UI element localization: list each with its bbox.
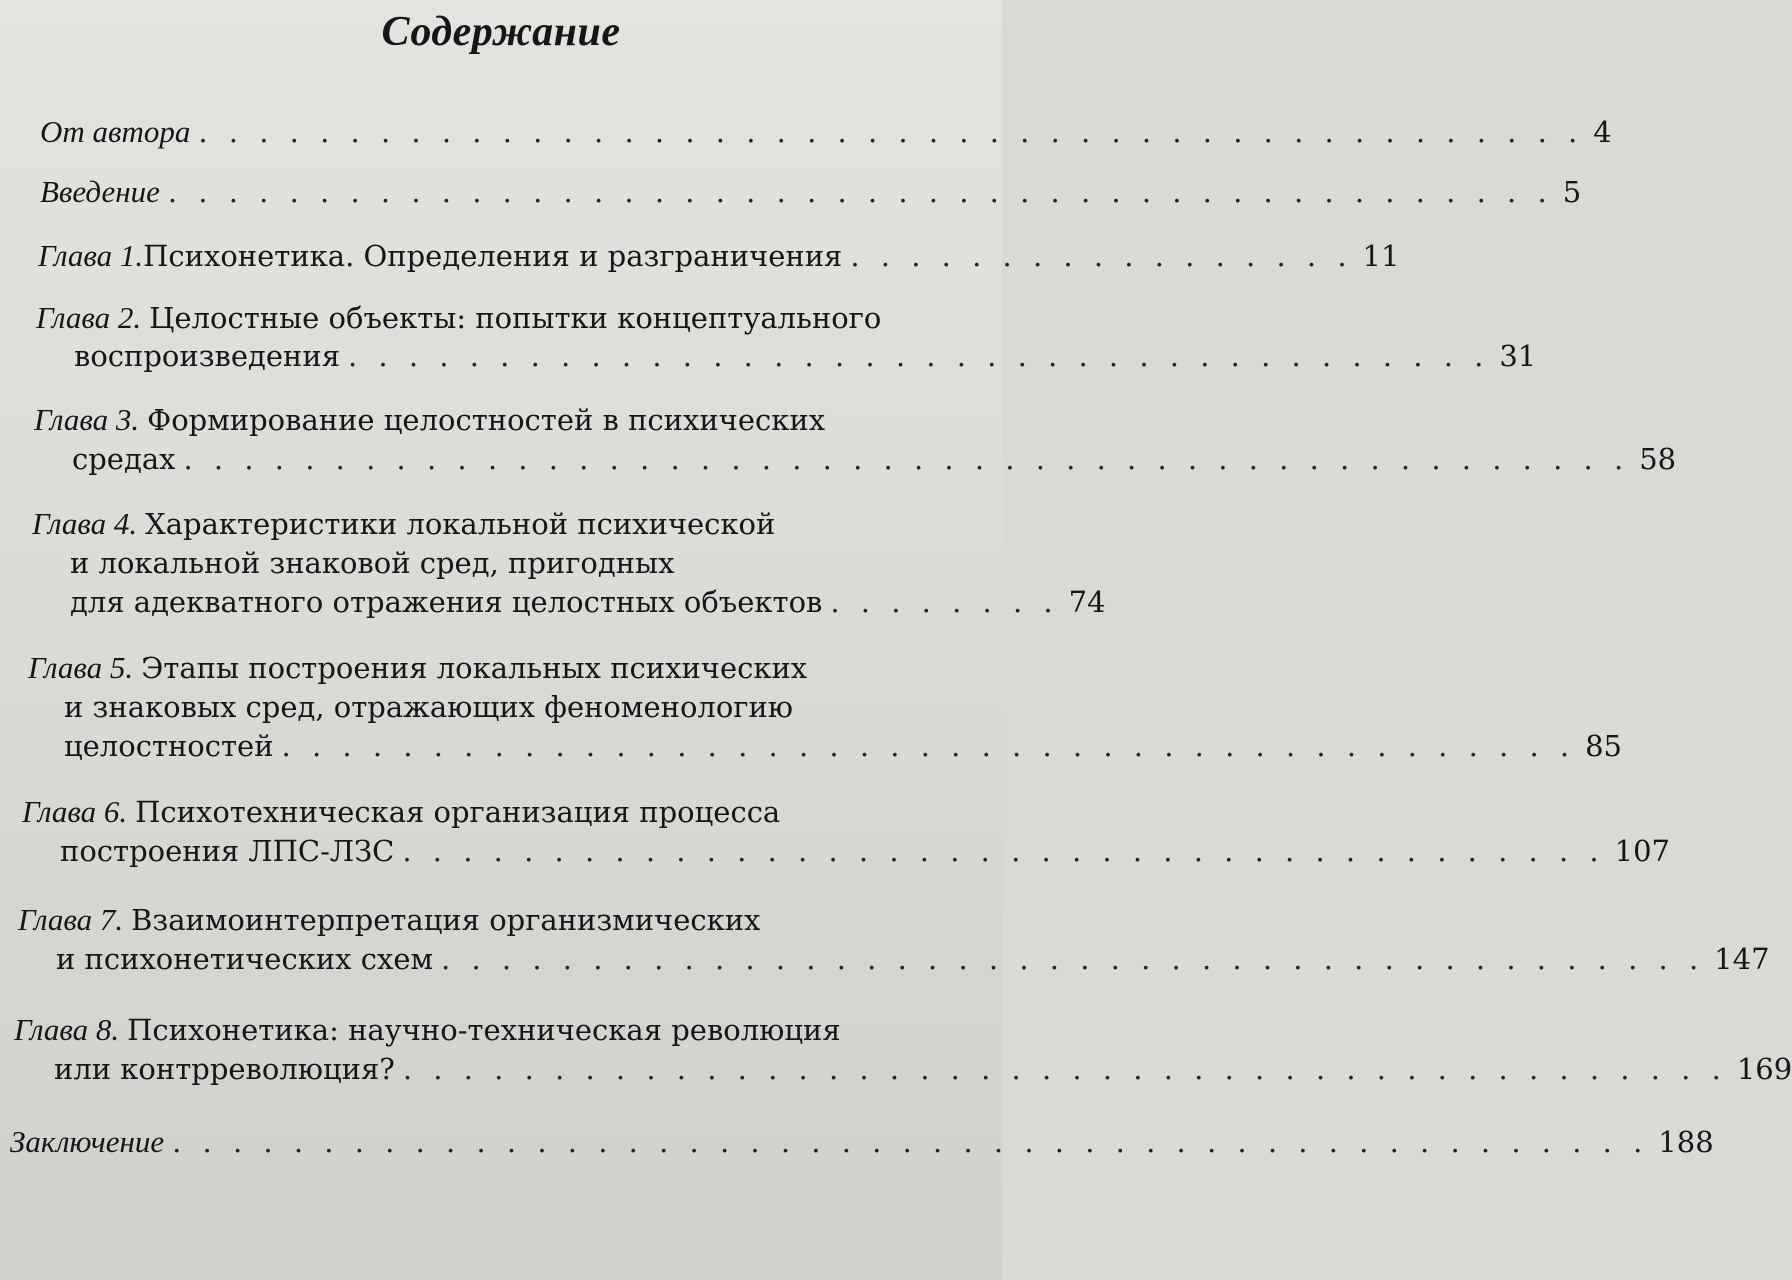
chapter-label: Глава 4.: [32, 506, 138, 541]
dot-leader: . . . . . . . . . . . . . . . . . . . . . . . . . . . . . . . . . . . . . . . . . . . .: [402, 1052, 1727, 1086]
page-number: 188: [1658, 1125, 1714, 1159]
chapter-title-line: или контрреволюция?: [54, 1052, 395, 1086]
chapter-title-line: Взаимоинтерпретация организмических: [131, 903, 761, 937]
chapter-label: Глава 3.: [34, 402, 140, 437]
toc-entry-chapter-8-line-2: [54, 1051, 1792, 1087]
toc-entry-chapter-3-line-2: [72, 441, 1677, 477]
dot-leader: . . . . . . . . . . . . . . . . . . . . . . . . . . . . . . . . . . . . . . . . . .: [441, 942, 1705, 976]
toc-entry-from-author: [40, 114, 1612, 150]
toc-entry-chapter-5-line-3: [64, 728, 1623, 764]
chapter-label: Глава 5.: [28, 650, 134, 685]
chapter-title-line: построения ЛПС-ЛЗС: [60, 834, 395, 868]
page-number: 31: [1499, 339, 1537, 373]
chapter-title-line: Психотехническая организация процесса: [135, 795, 781, 829]
page-title: Содержание: [381, 9, 621, 55]
chapter-label: Глава 7.: [18, 902, 124, 937]
dot-leader: . . . . . . . . . . . . . . . . . . . . . . . . . . . . . . . . . . . . . . . . . . . . . .: [198, 115, 1584, 149]
chapter-label: Глава 6.: [22, 794, 128, 829]
chapter-label: Глава 8.: [14, 1012, 120, 1047]
chapter-title-line: Этапы построения локальных психических: [141, 651, 808, 685]
dot-leader: . . . . . . . .: [830, 585, 1059, 619]
page-number: 58: [1639, 442, 1677, 476]
toc-entry-chapter-4-line-1: [32, 506, 952, 542]
chapter-title-line: Целостные объекты: попытки концептуального: [149, 301, 882, 335]
chapter-title-line: Формирование целостностей в психических: [147, 403, 826, 437]
toc-entry-chapter-4-line-3: [70, 584, 1106, 620]
page-number: 4: [1593, 115, 1612, 149]
toc-entry-chapter-7-line-1: [18, 902, 952, 938]
toc-entry-chapter-8-line-1: [14, 1012, 952, 1048]
dot-leader: . . . . . . . . . . . . . . . . . . . . . . . . . . . . . . . . . . . . . . . .: [402, 834, 1605, 868]
dot-leader: . . . . . . . . . . . . . . . . . . . . . . . . . . . . . . . . . . . . . .: [347, 339, 1490, 373]
dot-leader: . . . . . . . . . . . . . . . . . . . . . . . . . . . . . . . . . . . . . . . . . . . . . . . . .: [172, 1125, 1649, 1159]
chapter-label: Глава 1.: [38, 238, 144, 273]
toc-entry-chapter-6-line-2: [60, 833, 1670, 869]
toc-entry-chapter-4-line-2: [70, 545, 952, 581]
toc-entry-chapter-6-line-1: [22, 794, 952, 830]
chapter-title-line: Характеристики локальной психической: [145, 507, 776, 541]
toc-entry-introduction: [40, 174, 1582, 210]
page-number: 169: [1736, 1052, 1792, 1086]
chapter-title-line: воспроизведения: [74, 339, 340, 373]
toc-entry-chapter-5-line-1: [28, 650, 952, 686]
dot-leader: . . . . . . . . . . . . . . . . . . . . . . . . . . . . . . . . . . . . . . . . . . . . . . . .: [183, 442, 1630, 476]
page-number: 11: [1362, 239, 1400, 273]
dot-leader: . . . . . . . . . . . . . . . . . . . . . . . . . . . . . . . . . . . . . . . . . . . . . .: [167, 175, 1553, 209]
page-number: 85: [1585, 729, 1623, 763]
toc-label: От автора: [40, 114, 191, 149]
chapter-title-line: средах: [72, 442, 176, 476]
toc-entry-chapter-2-line-1: [36, 300, 952, 336]
chapter-title-line: и психонетических схем: [56, 942, 434, 976]
chapter-title-line: целостностей: [64, 729, 274, 763]
chapter-label: Глава 2.: [36, 300, 142, 335]
chapter-title-line: Психонетика: научно-техническая революция: [127, 1013, 841, 1047]
page-number: 74: [1068, 585, 1106, 619]
toc-entry-chapter-7-line-2: [56, 941, 1770, 977]
chapter-title-line: Психонетика. Определения и разграничения: [143, 239, 843, 273]
toc-entry-conclusion: [10, 1124, 1714, 1160]
page-number: 147: [1714, 942, 1770, 976]
page-number: 5: [1562, 175, 1582, 209]
toc-entry-chapter-1: [38, 238, 1400, 274]
chapter-title-line: и знаковых сред, отражающих феноменологию: [64, 690, 794, 724]
dot-leader: . . . . . . . . . . . . . . . . .: [850, 239, 1353, 273]
toc-label: Введение: [40, 174, 160, 209]
toc-entry-chapter-2-line-2: [74, 338, 1537, 374]
chapter-title-line: для адекватного отражения целостных объектов: [70, 585, 823, 619]
toc-entry-chapter-5-line-2: [64, 689, 952, 725]
toc-entry-chapter-3-line-1: [34, 402, 952, 438]
page-number: 107: [1614, 834, 1670, 868]
dot-leader: . . . . . . . . . . . . . . . . . . . . . . . . . . . . . . . . . . . . . . . . . . .: [281, 729, 1576, 763]
chapter-title-line: и локальной знаковой сред, пригодных: [70, 546, 675, 580]
toc-label: Заключение: [10, 1124, 165, 1159]
